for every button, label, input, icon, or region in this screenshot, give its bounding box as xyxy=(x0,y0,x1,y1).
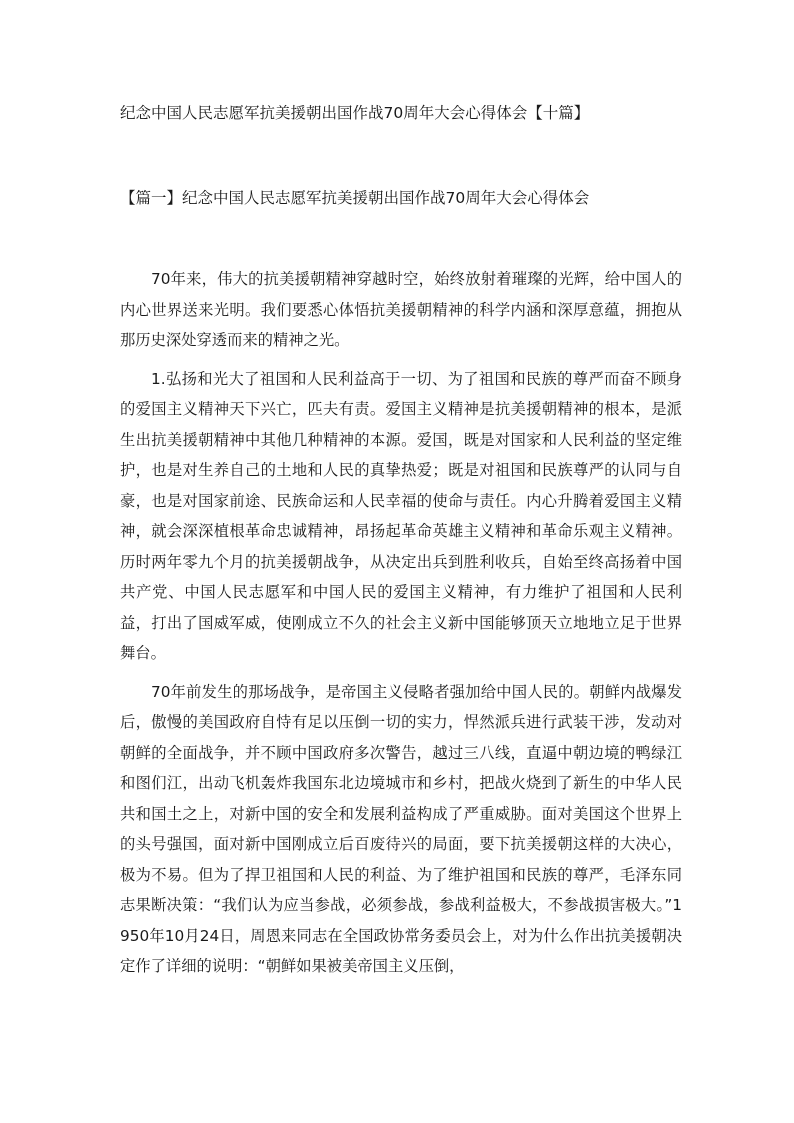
section-title: 【篇一】纪念中国人民志愿军抗美援朝出国作战70周年大会心得体会 xyxy=(120,189,590,207)
paragraph-intro: 70年来，伟大的抗美援朝精神穿越时空，始终放射着璀璨的光辉，给中国人的内心世界送来光明。我们要悉心体悟抗美援朝精神的科学内涵和深厚意蕴，拥抱从那历史深处穿透而来的精神之光。 xyxy=(120,270,682,349)
document-title: 纪念中国人民志愿军抗美援朝出国作战70周年大会心得体会【十篇】 xyxy=(120,104,590,122)
paragraph-war-background: 70年前发生的那场战争，是帝国主义侵略者强加给中国人民的。朝鲜内战爆发后，傲慢的美国政府自恃有足以压倒一切的实力，悍然派兵进行武装干涉，发动对朝鲜的全面战争，并不顾中国政府多次警告，越过三八线，直逼中朝边境的鸭绿江和图们江，出动飞机轰炸我国东北边境城市和乡村，把战火烧到了新生的中华人民共和国土之上，对新中国的安全和发展利益构成了严重威胁。面对美国这个世界上的头号强国，面对新中国刚成立后百废待兴的局面，要下抗美援朝这样的大决心，极为不易。但为了捍卫祖国和人民的利益、为了维护祖国和民族的尊严，毛泽东同志果断决策：“我们认为应当参战，必须参战，参战利益极大，不参战损害极大。”1950年10月24日，周恩来同志在全国政协常务委员会上，对为什么作出抗美援朝决定作了详细的说明：“朝鲜如果被美帝国主义压倒， xyxy=(120,682,682,975)
paragraph-patriotism: 1.弘扬和光大了祖国和人民利益高于一切、为了祖国和民族的尊严而奋不顾身的爱国主义精神天下兴亡，匹夫有责。爱国主义精神是抗美援朝精神的根本，是派生出抗美援朝精神中其他几种精神的本源。爱国，既是对国家和人民利益的坚定维护，也是对生养自己的土地和人民的真挚热爱；既是对祖国和民族尊严的认同与自豪，也是对国家前途、民族命运和人民幸福的使命与责任。内心升腾着爱国主义精神，就会深深植根革命忠诚精神，昂扬起革命英雄主义精神和革命乐观主义精神。历时两年零九个月的抗美援朝战争，从决定出兵到胜利收兵，自始至终高扬着中国共产党、中国人民志愿军和中国人民的爱国主义精神，有力维护了祖国和人民利益，打出了国威军威，使刚成立不久的社会主义新中国能够顶天立地地立足于世界舞台。 xyxy=(120,369,682,662)
document-body xyxy=(120,264,682,990)
